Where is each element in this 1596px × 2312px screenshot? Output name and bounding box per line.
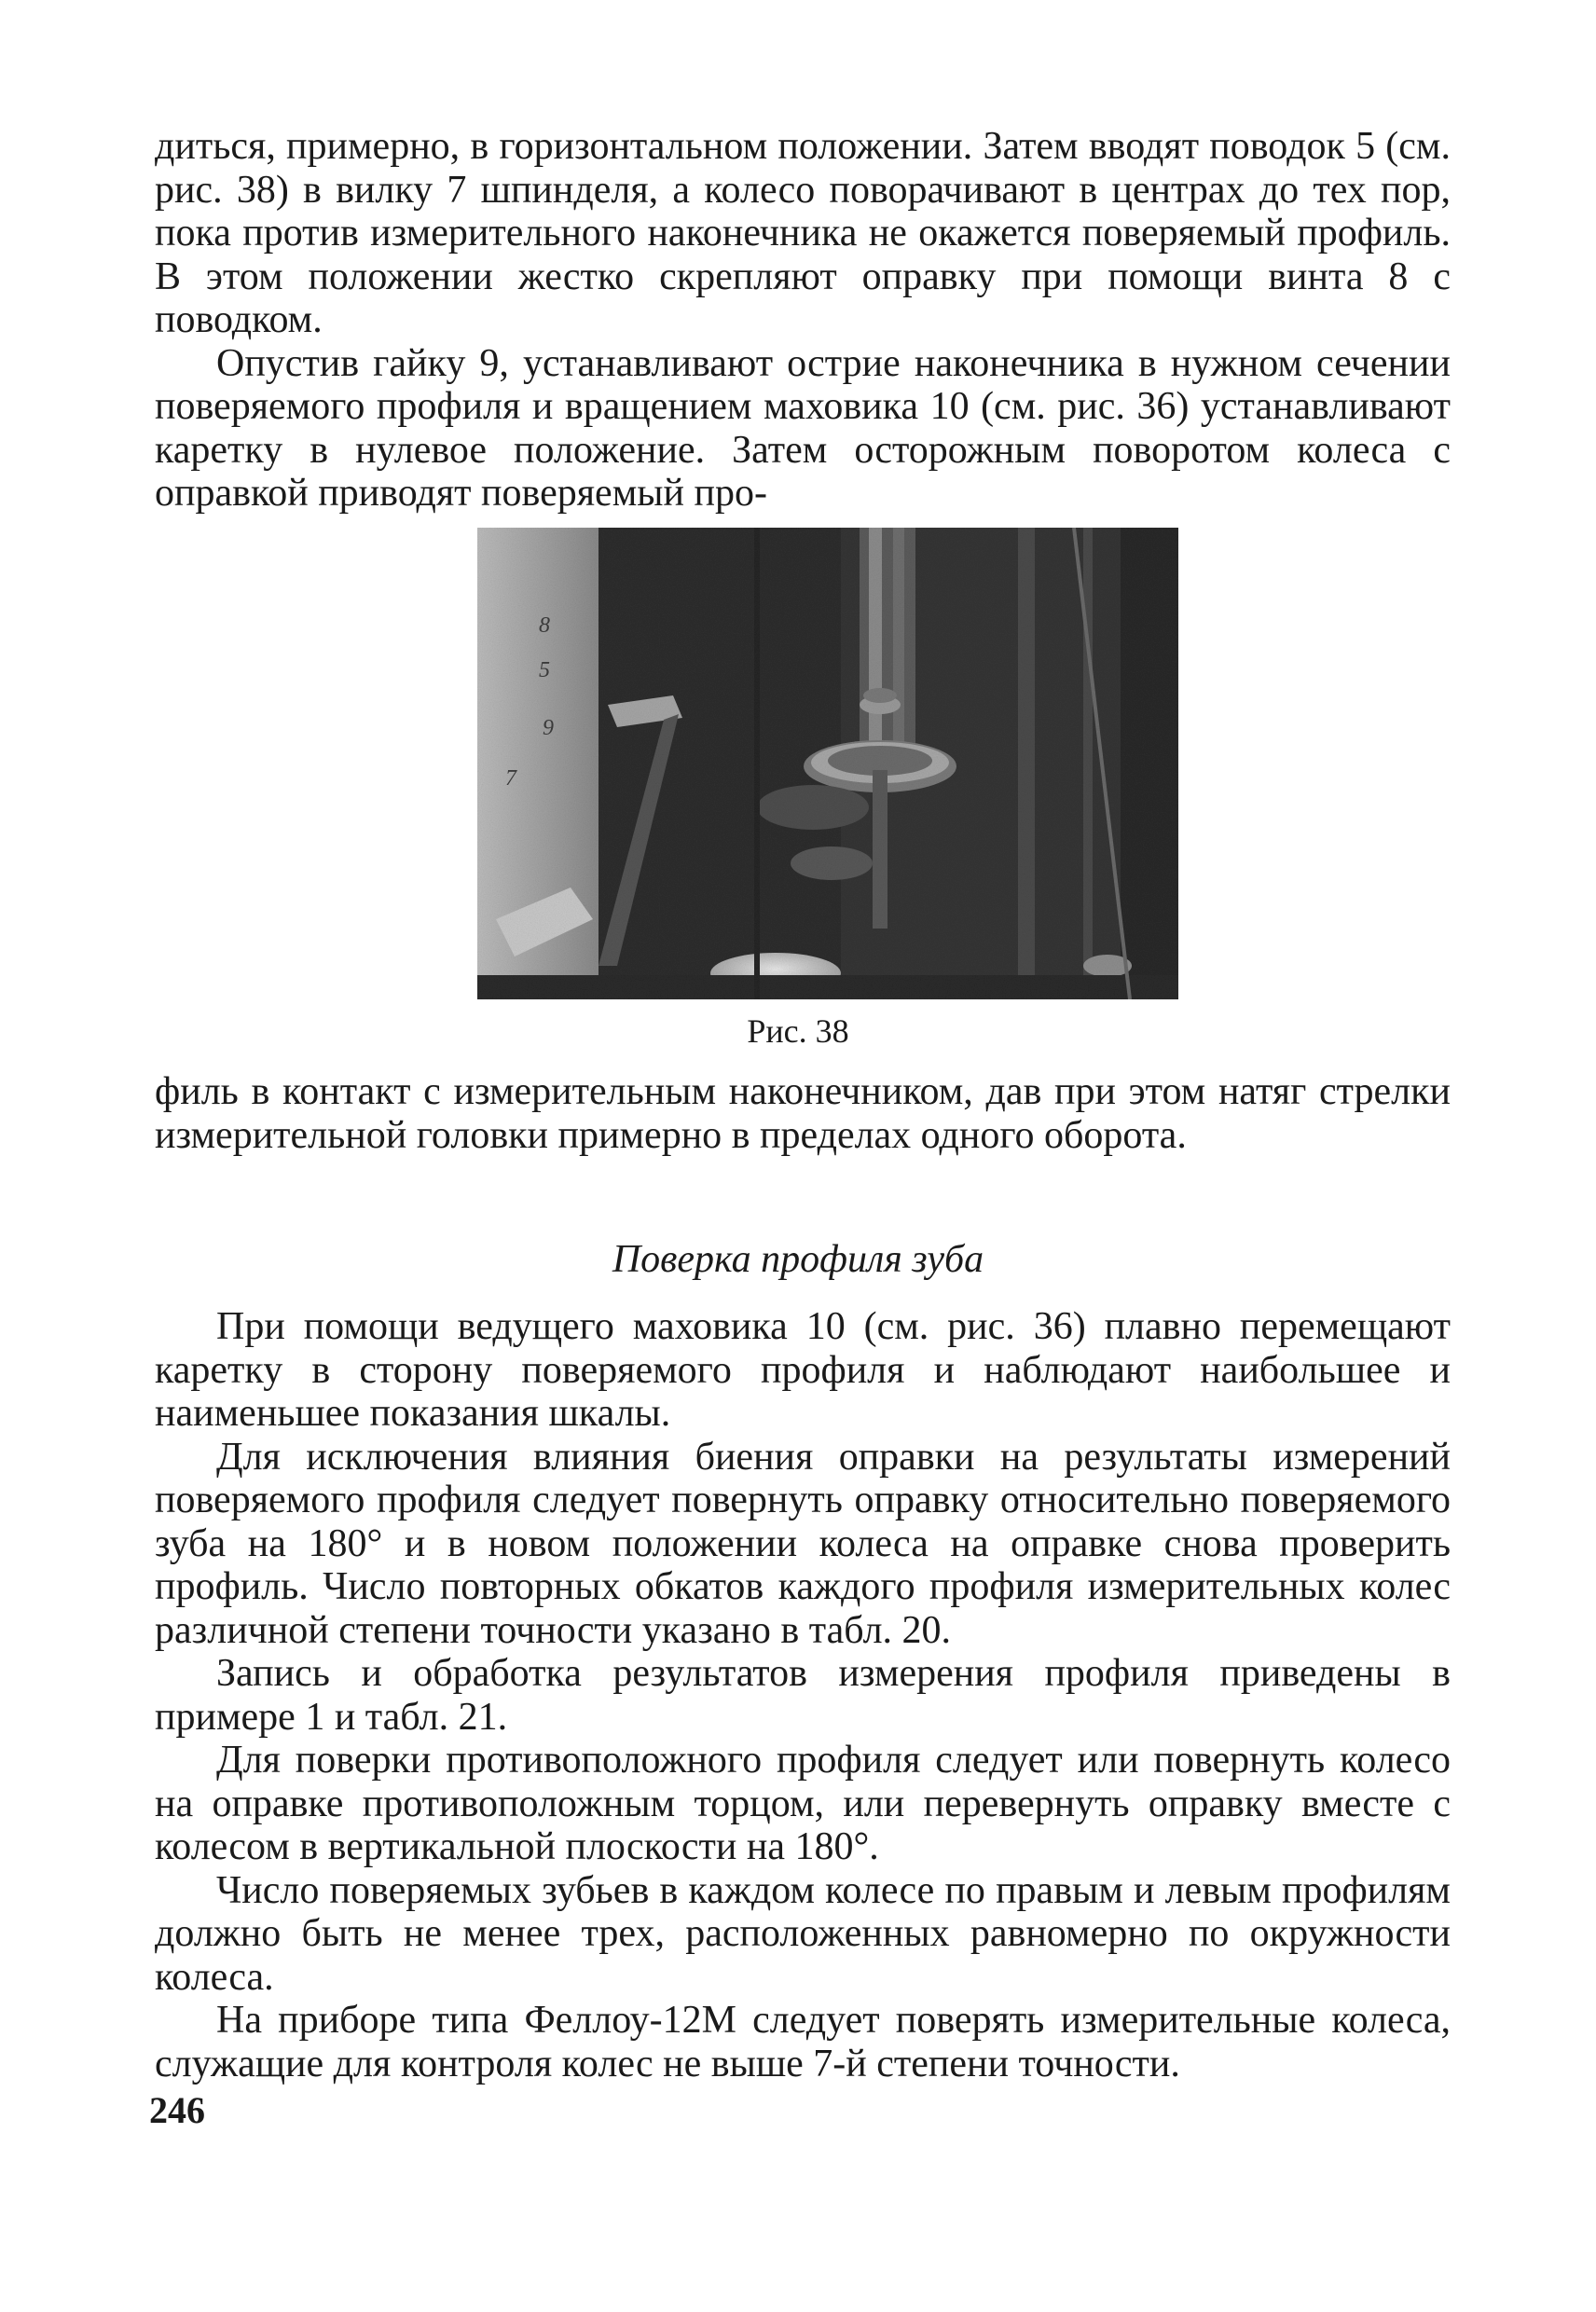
paragraph: Опустив гайку 9, устанавливают острие наконечника в нужном сечении поверяемого профиля и вращением маховика 10 (см. рис. 36) устанавливают каретку в нулевое положение. Затем осторожным поворотом колеса с оправкой приводят поверяемый про- xyxy=(155,341,1451,515)
photo-gear-measuring-device xyxy=(477,528,1178,999)
paragraph: При помощи ведущего маховика 10 (см. рис. 36) плавно перемещают каретку в сторону поверяемого профиля и наблюдают наибольшее и наименьшее показания шкалы. xyxy=(155,1305,1451,1435)
paragraph: Запись и обработка результатов измерения профиля приведены в примере 1 и табл. 21. xyxy=(155,1652,1451,1739)
text-block-bottom xyxy=(155,1305,1451,2085)
photo-mark-9: 9 xyxy=(543,716,554,740)
paragraph: Число поверяемых зубьев в каждом колесе по правым и левым профилям должно быть не менее трех, расположенных равномерно по окружности колеса. xyxy=(155,1868,1451,1999)
paragraph: На приборе типа Феллоу-12М следует поверять измерительные колеса, служащие для контроля колес не выше 7-й степени точности. xyxy=(155,1999,1451,2085)
figure-caption: Рис. 38 xyxy=(747,1012,849,1050)
page-number: 246 xyxy=(149,2089,205,2131)
paragraph: диться, примерно, в горизонтальном положении. Затем вводят поводок 5 (см. рис. 38) в вилку 7 шпинделя, а колесо поворачивают в центрах до тех пор, пока против измерительного наконечника не окажется поверяемый профиль. В этом положении жестко скрепляют оправку при помощи винта 8 с поводком. xyxy=(155,125,1451,341)
paragraph: Для поверки противоположного профиля следует или повернуть колесо на оправке противоположным торцом, или перевернуть оправку вместе с колесом в вертикальной плоскости на 180°. xyxy=(155,1739,1451,1868)
paragraph: филь в контакт с измерительным наконечником, дав при этом натяг стрелки измерительной головки примерно в пределах одного оборота. xyxy=(155,1070,1451,1157)
text-block-after-figure xyxy=(155,1070,1451,1157)
figure-photo xyxy=(477,528,1178,999)
photo-mark-7: 7 xyxy=(505,766,516,791)
photo-mark-5: 5 xyxy=(539,658,550,682)
photo-mark-8: 8 xyxy=(539,613,550,638)
paragraph: Для исключения влияния биения оправки на результаты измерений поверяемого профиля следует повернуть оправку относительно поверяемого зуба на 180° и в новом положении колеса на оправке снова проверить профиль. Число повторных обкатов каждого профиля измерительных колес различной степени точности указано в табл. 20. xyxy=(155,1435,1451,1652)
text-block-top xyxy=(155,125,1451,516)
section-title: Поверка профиля зуба xyxy=(612,1238,984,1281)
